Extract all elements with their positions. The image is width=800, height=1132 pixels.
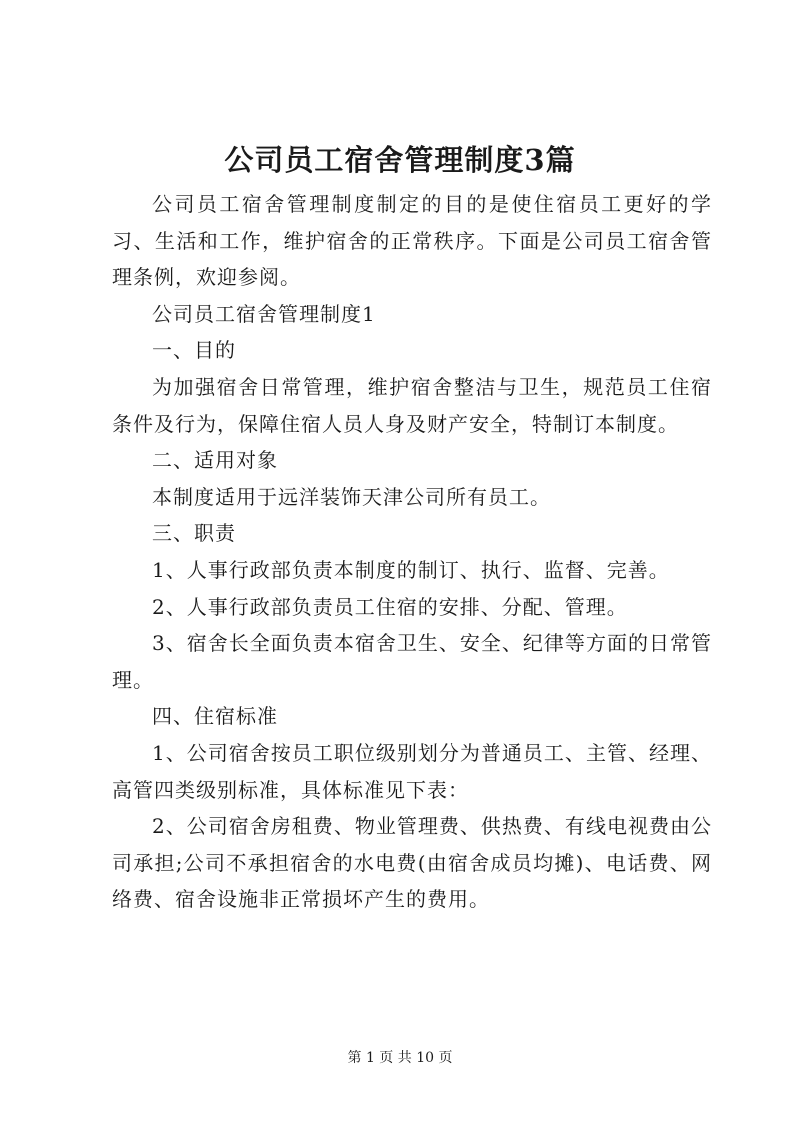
section-heading-policy-1: 公司员工宿舍管理制度1 xyxy=(152,301,376,326)
heading-purpose: 一、目的 xyxy=(152,338,236,363)
paragraph-scope: 本制度适用于远洋装饰天津公司所有员工。 xyxy=(152,484,551,509)
paragraph-intro: 公司员工宿舍管理制度制定的目的是使住宿员工更好的学习、生活和工作，维护宿舍的正常秩序。下面是公司员工宿舍管理条例，欢迎参阅。 xyxy=(112,192,712,290)
page-footer: 第 1 页 共 10 页 xyxy=(347,1050,453,1066)
paragraph-duty-1: 1、人事行政部负责本制度的制订、执行、监督、完善。 xyxy=(152,557,670,582)
paragraph-purpose: 为加强宿舍日常管理，维护宿舍整洁与卫生，规范员工住宿条件及行为，保障住宿人员人身及财产安全，特制订本制度。 xyxy=(112,374,712,436)
paragraph-duty-3: 3、宿舍长全面负责本宿舍卫生、安全、纪律等方面的日常管理。 xyxy=(112,631,712,692)
document-body xyxy=(112,186,712,918)
paragraph-standard-2: 2、公司宿舍房租费、物业管理费、供热费、有线电视费由公司承担;公司不承担宿舍的水电费(由宿舍成员均摊)、电话费、网络费、宿舍设施非正常损坏产生的费用。 xyxy=(112,814,712,912)
heading-scope: 二、适用对象 xyxy=(152,448,278,473)
page-title: 公司员工宿舍管理制度3篇 xyxy=(224,143,576,177)
heading-duties: 三、职责 xyxy=(152,521,236,546)
heading-standards: 四、住宿标准 xyxy=(152,704,278,729)
paragraph-duty-2: 2、人事行政部负责员工住宿的安排、分配、管理。 xyxy=(152,594,628,619)
paragraph-standard-1: 1、公司宿舍按员工职位级别划分为普通员工、主管、经理、高管四类级别标准，具体标准见下表： xyxy=(112,740,712,802)
